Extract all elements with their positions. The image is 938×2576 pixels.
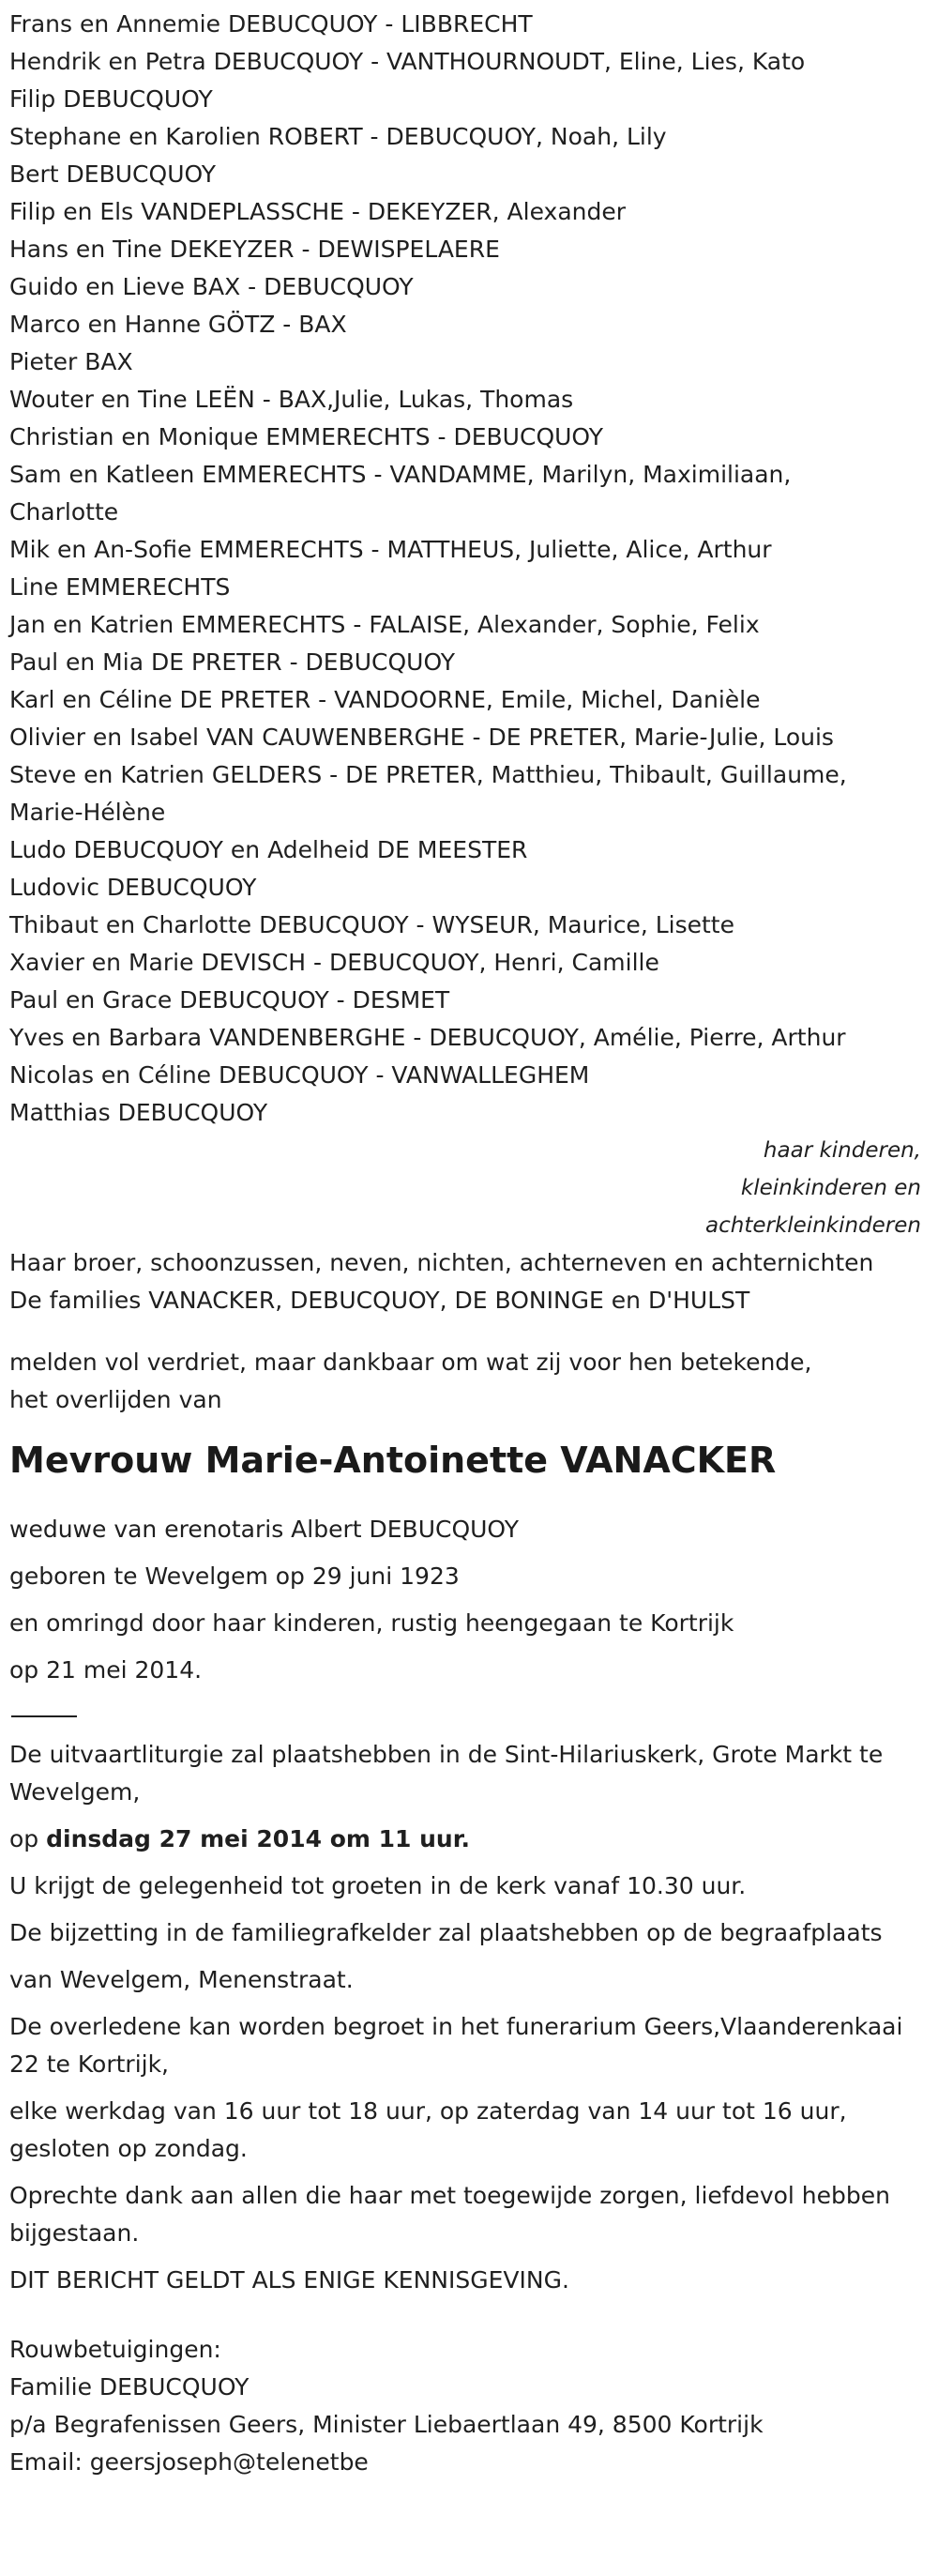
family-line: Mik en An-Sofie EMMERECHTS - MATTHEUS, Juliette, Alice, Arthur xyxy=(9,536,772,563)
family-line: Ludovic DEBUCQUOY xyxy=(9,874,257,901)
family-line: Pieter BAX xyxy=(9,348,133,375)
family-line: Steve en Katrien GELDERS - DE PRETER, Matthieu, Thibault, Guillaume, Marie-Hélène xyxy=(9,761,847,826)
family-line: Hendrik en Petra DEBUCQUOY - VANTHOURNOUDT, Eline, Lies, Kato xyxy=(9,48,806,75)
funeral-burial: De bijzetting in de familiegrafkelder zal plaatshebben op de begraafplaats xyxy=(9,1919,883,1946)
family-line: Sam en Katleen EMMERECHTS - VANDAMME, Marilyn, Maximiliaan, Charlotte xyxy=(9,461,792,526)
announce-line: melden vol verdriet, maar dankbaar om wat zij voor hen betekende, xyxy=(9,1349,812,1376)
relation-line: achterkleinkinderen xyxy=(705,1213,921,1238)
family-line: Karl en Céline DE PRETER - VANDOORNE, Emile, Michel, Danièle xyxy=(9,686,761,713)
deceased-name: Mevrouw Marie-Antoinette VANACKER xyxy=(9,1440,777,1481)
funeral-viewing: De overledene kan worden begroet in het funerarium Geers,Vlaanderenkaai 22 te Kortrijk, xyxy=(9,2013,903,2078)
family-line: Paul en Grace DEBUCQUOY - DESMET xyxy=(9,986,450,1014)
family-list xyxy=(9,6,929,1132)
funeral-burial-place: van Wevelgem, Menenstraat. xyxy=(9,1966,354,1993)
family-line: Line EMMERECHTS xyxy=(9,573,231,601)
funeral-date-prefix: op xyxy=(9,1825,47,1852)
family-line: Xavier en Marie DEVISCH - DEBUCQUOY, Henri, Camille xyxy=(9,949,659,976)
funeral-greeting: U krijgt de gelegenheid tot groeten in de kerk vanaf 10.30 uur. xyxy=(9,1872,747,1899)
relation-block xyxy=(9,1132,929,1244)
detail-line: op 21 mei 2014. xyxy=(9,1656,203,1684)
detail-line: en omringd door haar kinderen, rustig heengegaan te Kortrijk xyxy=(9,1609,734,1637)
family-line: Christian en Monique EMMERECHTS - DEBUCQUOY xyxy=(9,423,603,450)
detail-line: geboren te Wevelgem op 29 juni 1923 xyxy=(9,1562,460,1590)
announce-line: het overlijden van xyxy=(9,1386,222,1413)
family-line: Ludo DEBUCQUOY en Adelheid DE MEESTER xyxy=(9,836,528,863)
family-line: Thibaut en Charlotte DEBUCQUOY - WYSEUR, Maurice, Lisette xyxy=(9,911,734,938)
family-line: Olivier en Isabel VAN CAUWENBERGHE - DE PRETER, Marie-Julie, Louis xyxy=(9,724,834,751)
family-line: Jan en Katrien EMMERECHTS - FALAISE, Alexander, Sophie, Felix xyxy=(9,611,760,638)
divider xyxy=(11,1699,77,1717)
family-line: Guido en Lieve BAX - DEBUCQUOY xyxy=(9,273,414,300)
family-line: Yves en Barbara VANDENBERGHE - DEBUCQUOY, Amélie, Pierre, Arthur xyxy=(9,1024,846,1051)
family-line: Stephane en Karolien ROBERT - DEBUCQUOY, Noah, Lily xyxy=(9,123,667,150)
funeral-notice: DIT BERICHT GELDT ALS ENIGE KENNISGEVING. xyxy=(9,2266,569,2294)
family-line: Frans en Annemie DEBUCQUOY - LIBBRECHT xyxy=(9,10,533,38)
condolences-heading: Rouwbetuigingen: xyxy=(9,2336,221,2363)
family-line: Paul en Mia DE PRETER - DEBUCQUOY xyxy=(9,648,456,676)
relation-line: kleinkinderen en xyxy=(740,1176,921,1200)
condolences-line: Familie DEBUCQUOY xyxy=(9,2373,250,2401)
condolences-line: p/a Begrafenissen Geers, Minister Liebaertlaan 49, 8500 Kortrijk xyxy=(9,2411,764,2438)
family-line: Filip DEBUCQUOY xyxy=(9,85,213,113)
funeral-date-bold: dinsdag 27 mei 2014 om 11 uur. xyxy=(46,1825,470,1852)
family-line: Bert DEBUCQUOY xyxy=(9,160,217,188)
condolences-block xyxy=(9,2331,929,2481)
relation-line: haar kinderen, xyxy=(763,1138,921,1163)
family-line: Marco en Hanne GÖTZ - BAX xyxy=(9,311,347,338)
family-line: Nicolas en Céline DEBUCQUOY - VANWALLEGHEM xyxy=(9,1061,590,1089)
family-line: Hans en Tine DEKEYZER - DEWISPELAERE xyxy=(9,236,500,263)
relatives-line: Haar broer, schoonzussen, neven, nichten, achterneven en achternichten xyxy=(9,1249,874,1276)
family-line: Wouter en Tine LEËN - BAX,Julie, Lukas, Thomas xyxy=(9,386,574,413)
funeral-date xyxy=(9,1821,929,1858)
funeral-liturgy: De uitvaartliturgie zal plaatshebben in de Sint-Hilariuskerk, Grote Markt te Wevelgem, xyxy=(9,1741,884,1806)
family-line: Filip en Els VANDEPLASSCHE - DEKEYZER, Alexander xyxy=(9,198,627,225)
funeral-hours: elke werkdag van 16 uur tot 18 uur, op zaterdag van 14 uur tot 16 uur, gesloten op zondag. xyxy=(9,2097,847,2162)
detail-line: weduwe van erenotaris Albert DEBUCQUOY xyxy=(9,1516,520,1543)
condolences-email: Email: geersjoseph@telenetbe xyxy=(9,2448,369,2476)
funeral-thanks: Oprechte dank aan allen die haar met toegewijde zorgen, liefdevol hebben bijgestaan. xyxy=(9,2182,890,2247)
relatives-line: De families VANACKER, DEBUCQUOY, DE BONINGE en D'HULST xyxy=(9,1287,750,1314)
family-line: Matthias DEBUCQUOY xyxy=(9,1099,268,1126)
